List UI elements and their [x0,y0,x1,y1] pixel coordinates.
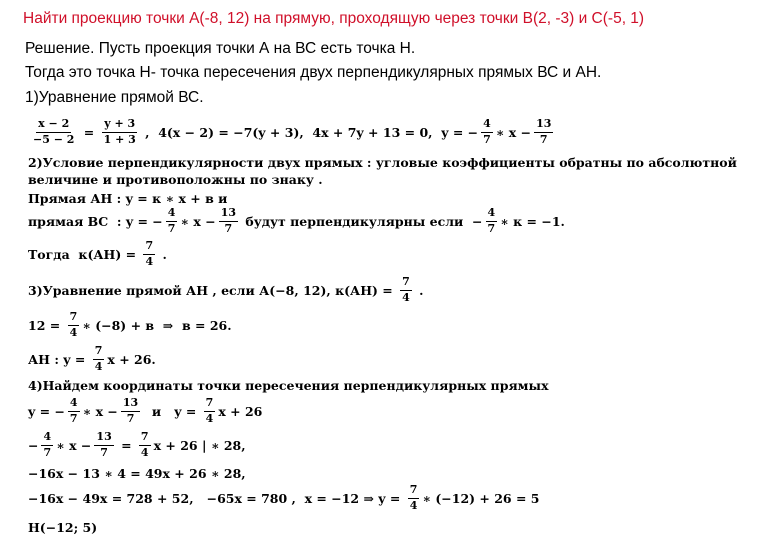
ah-slope: Тогда к(АН) = $\frac{7}{4}$ . [28,239,167,268]
perpendicular-condition-cont: величине и противоположны по знаку . [28,172,323,187]
solution-intro-line: Тогда это точка Н- точка пересечения двух перпендикулярных прямых ВС и АН. [25,64,602,81]
fraction: $\frac{13}{7}$ [122,396,139,425]
bc-derivation: $\frac{x - 2}{-5 - 2}$ = $\frac{y + 3}{1 + 3}$ , 4(x − 2) = −7(y + 3), 4x + 7y + 13 = 0, y = − $\frac{4}{7}$ ∗ x − $\frac{13}{7}$ [33,117,552,146]
answer-point: H(−12; 5) [28,520,98,535]
simplified-equation: −16x − 13 ∗ 4 = 49x + 26 ∗ 28, [28,466,246,481]
ah-equation: АН : y = $\frac{7}{4}$ x + 26. [28,344,156,373]
fraction: $\frac{13}{7}$ [220,206,237,235]
fraction: $\frac{4}{7}$ [487,206,496,235]
system-of-lines: y = − $\frac{4}{7}$ ∗ x − $\frac{13}{7}$ и y = $\frac{7}{4}$ x + 26 [28,396,263,425]
fraction: $\frac{13}{7}$ [536,117,552,146]
fraction: $\frac{y + 3}{1 + 3}$ [103,117,136,146]
fraction: $\frac{4}{7}$ [69,396,78,425]
step3-heading: 3)Уравнение прямой АН , если А(−8, 12), к(АН) = $\frac{7}{4}$ . [28,275,424,304]
step1-heading: 1)Уравнение прямой ВС. [25,89,204,106]
fraction: $\frac{7}{4}$ [140,430,149,459]
bc-slope-condition: прямая ВС : y = − $\frac{4}{7}$ ∗ x − $\frac{13}{7}$ будут перпендикулярны если − $\frac{4}{7}$ ∗ к = −1. [28,206,565,235]
solve-x-y: −16x − 49x = 728 + 52, −65x = 780 , x = −12 ⇒ y = $\frac{7}{4}$ ∗ (−12) + 26 = 5 [28,483,540,512]
step4-heading: 4)Найдем координаты точки пересечения перпендикулярных прямых [28,378,549,393]
fraction: $\frac{4}{7}$ [167,206,176,235]
fraction: $\frac{7}{4}$ [94,344,103,373]
problem-title: Найти проекцию точки А(-8, 12) на прямую, проходящую через точки В(2, -3) и С(-5, 1) [23,10,645,27]
fraction: $\frac{7}{4}$ [402,275,410,304]
fraction: $\frac{x - 2}{-5 - 2}$ [33,117,75,146]
fraction: $\frac{4}{7}$ [43,430,52,459]
solution-intro-line: Решение. Пусть проекция точки А на ВС есть точка Н. [25,40,416,57]
perpendicular-condition: 2)Условие перпендикулярности двух прямых : угловые коэффициенты обратны по абсолютной [28,155,737,170]
fraction: $\frac{7}{4}$ [409,483,418,512]
fraction: $\frac{7}{4}$ [145,239,154,268]
equate-lines: − $\frac{4}{7}$ ∗ x − $\frac{13}{7}$ = $\frac{7}{4}$ x + 26 | ∗ 28, [28,430,246,459]
fraction: $\frac{13}{7}$ [96,430,112,459]
fraction: $\frac{7}{4}$ [205,396,214,425]
ah-general-line: Прямая АН : y = к ∗ x + в и [28,191,228,206]
fraction: $\frac{4}{7}$ [483,117,491,146]
fraction: $\frac{7}{4}$ [69,310,78,339]
intercept-equation: 12 = $\frac{7}{4}$ ∗ (−8) + в ⇒ в = 26. [28,310,232,339]
